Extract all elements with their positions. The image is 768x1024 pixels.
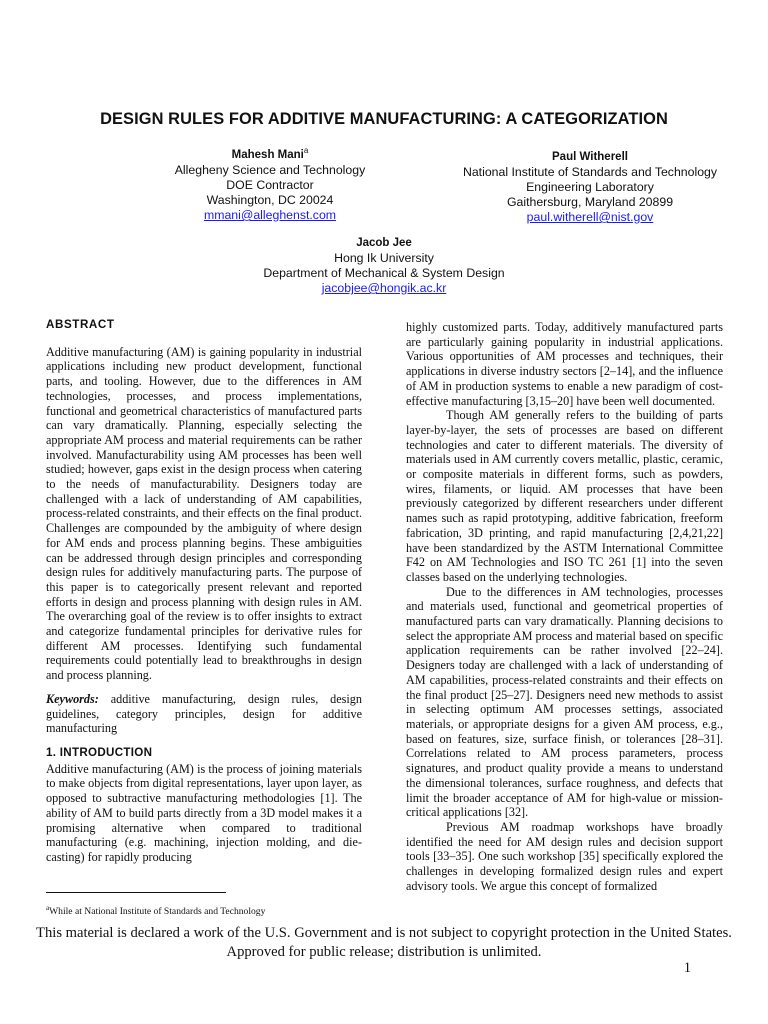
author-affiliation-line: Engineering Laboratory [526,180,654,194]
keywords-paragraph [46,692,362,736]
footnote-text: While at National Institute of Standards and Technology [49,906,266,918]
body-paragraph: Previous AM roadmap workshops have broadly identified the need for AM design rules and decision support tools [33–35]. One such workshop [35] specifically explored the challenges in developing formalized design rules and expert advisory tools. We argue this concept of formalized [406,819,723,893]
right-column [406,320,723,893]
abstract-heading: ABSTRACT [46,318,115,331]
page-number: 1 [683,960,691,976]
author-name-text: Mahesh Mani [231,149,304,161]
paper-title: DESIGN RULES FOR ADDITIVE MANUFACTURING: A CATEGORIZATION [100,110,668,128]
author-name [125,147,415,163]
keywords-text: additive manufacturing, design rules, design guidelines, category principles, design for additive manufacturing [46,691,362,736]
introduction-paragraph: Additive manufacturing (AM) is the process of joining materials to make objects from digital representations, layer upon layer, as opposed to subtractive manufacturing methodologies [1]. The ability of AM to build parts directly from a 3D model makes it a promising alternative when compared to traditional manufacturing (e.g. machining, injection molding, and die-casting) for rapidly producing [46,761,362,864]
body-paragraph: Due to the differences in AM technologies, processes and materials used, functional and geometrical properties of manufactured parts can vary dramatically. Planning decisions to select the appropriate AM process and material based on specific application requirements can be rather involved [22–24]. Designers today are challenged with a lack of understanding of AM capabilities, process-related constraints and their effects on the final product [25–27]. Designers need new methods to assist in selecting optimum AM processes settings, associated materials, or appropriate designs for a given AM process, e.g., based on features, size, surface finish, or tolerances [28–31]. Correlations related to AM process parameters, process signatures, and product quality provide a means to understand the dimensional tolerances, surface roughness, and defects that limit the broader acceptance of AM for high-value or mission-critical applications [32]. [406,584,723,820]
footnote-divider [46,892,226,893]
author-name-superscript: a [303,145,309,155]
author-block-mani [125,147,415,223]
left-column [46,318,362,865]
author-affiliation-line: Gaithersburg, Maryland 20899 [506,195,674,209]
author-affiliation-line: Department of Mechanical & System Design [263,266,505,280]
author-affiliation-line: National Institute of Standards and Technology [462,165,718,179]
copyright-notice: This material is declared a work of the U.S. Government and is not subject to copyright protection in the United States. Approved for public release; distribution is unlimited. [36,925,732,960]
keywords-label: Keywords: [46,691,99,706]
author-block-jee [200,236,568,296]
author-affiliation-line: Allegheny Science and Technology [174,163,366,177]
introduction-heading: 1. INTRODUCTION [46,745,153,759]
author-email-link[interactable]: mmani@alleghenst.com [203,208,337,222]
abstract-paragraph: Additive manufacturing (AM) is gaining popularity in industrial applications including new product development, functional parts, and tooling. However, due to the differences in AM technologies, processes, and process implementations, functional and geometrical characteristics of manufactured parts can vary dramatically. Planning, especially selecting the appropriate AM process and material requirements can be rather involved. Manufacturability using AM processes has been well studied; however, gaps exist in the design process when catering to the needs of manufacturability. Designers today are challenged with a lack of understanding of AM capabilities, process-related constraints, and their effects on the final product. Challenges are compounded by the ambiguity of where design for AM ends and process planning begins. These ambiguities can be addressed through design principles and corresponding design rules for additively manufacturing parts. The purpose of this paper is to categorically present relevant and reported efforts in design and process planning with design rules in AM. The overarching goal of the review is to offer insights to extract and categorize fundamental principles for derivative rules for different AM processes. Identifying such fundamental requirements could potentially lead to breakthroughs in design and process planning. [46,344,362,683]
footnote [46,902,366,918]
author-name: Jacob Jee [356,237,412,249]
author-email-link[interactable]: jacobjee@hongik.ac.kr [321,281,447,295]
author-affiliation-line: Washington, DC 20024 [206,193,334,207]
footnote-marker: a [46,904,50,912]
author-affiliation-line: DOE Contractor [226,178,314,192]
author-email-link[interactable]: paul.witherell@nist.gov [526,210,654,224]
author-name: Paul Witherell [552,151,628,163]
author-affiliation-line: Hong Ik University [334,251,434,265]
body-paragraph: highly customized parts. Today, additively manufactured parts are particularly gaining popularity in industrial applications. Various opportunities of AM processes and techniques, their applications in diverse industry sectors [2–14], and the influence of AM in production systems to enable a new paradigm of cost-effective manufacturing [3,15–20] have been well documented. [406,320,723,408]
body-paragraph: Though AM generally refers to the building of parts layer-by-layer, the sets of processes are based on different technologies and cater to different materials. The diversity of materials used in AM currently covers metallic, plastic, ceramic, or composite materials in different forms, such as powders, wires, filaments, or liquid. AM processes that have been previously categorized by different researchers under different names such as rapid prototyping, additive fabrication, freeform fabrication, 3D printing, and rapid manufacturing [2,4,21,22] have been standardized by the ASTM International Committee F42 on AM Technologies and ISO TC 261 [1] into the seven classes based on the underlying technologies. [406,408,723,584]
author-block-witherell [440,150,740,225]
